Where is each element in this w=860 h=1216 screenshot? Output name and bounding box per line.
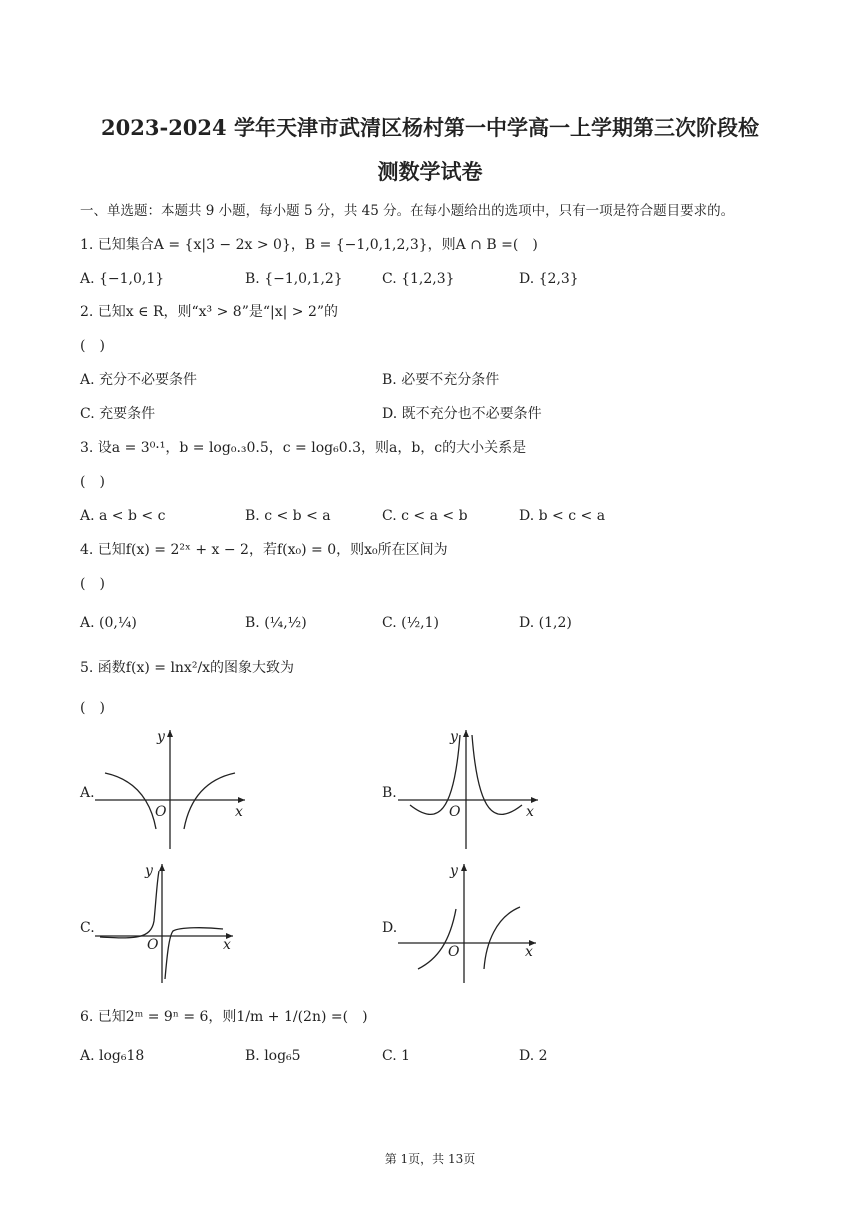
question-2-paren: ( ) <box>80 338 105 354</box>
question-5-option-d: D. <box>382 920 398 936</box>
question-6-stem: 6. 已知2ᵐ = 9ⁿ = 6，则1/m + 1/(2n) =( ) <box>80 1009 368 1025</box>
question-3-option-c: C. c < a < b <box>382 508 468 524</box>
page-title-line2: 测数学试卷 <box>377 159 483 184</box>
question-5-option-b: B. <box>382 785 397 801</box>
question-4-option-b: B. (¼,½) <box>245 615 307 631</box>
question-5-option-c: C. <box>80 920 95 936</box>
question-3-option-d: D. b < c < a <box>519 508 606 524</box>
question-1-option-a: A. {−1,0,1} <box>80 271 165 287</box>
question-5-paren: ( ) <box>80 700 105 716</box>
question-5-option-a: A. <box>80 785 95 801</box>
question-4-option-a: A. (0,¼) <box>80 615 137 631</box>
question-6-option-d: D. 2 <box>519 1048 548 1064</box>
graph-a-x-label: x <box>235 804 243 820</box>
graph-a-y-label: y <box>157 729 165 745</box>
graph-b-y-label: y <box>450 729 458 745</box>
graph-d-x-label: x <box>525 944 533 960</box>
question-4-paren: ( ) <box>80 576 105 592</box>
question-1-option-c: C. {1,2,3} <box>382 271 455 287</box>
graph-d-y-label: y <box>450 863 458 879</box>
graph-c-y-label: y <box>145 863 153 879</box>
graph-d-origin: O <box>448 944 460 960</box>
question-3-paren: ( ) <box>80 474 105 490</box>
section-heading: 一、单选题：本题共 9 小题，每小题 5 分，共 45 分。在每小题给出的选项中，只有一项是符合题目要求的。 <box>80 203 735 219</box>
question-2-option-c: C. 充要条件 <box>80 406 156 422</box>
question-2-option-d: D. 既不充分也不必要条件 <box>382 406 542 422</box>
question-3-option-a: A. a < b < c <box>80 508 166 524</box>
question-4-option-c: C. (½,1) <box>382 615 439 631</box>
question-6-option-b: B. log₆5 <box>245 1048 301 1064</box>
graph-c <box>95 861 245 986</box>
graph-d <box>398 861 548 986</box>
question-3-option-b: B. c < b < a <box>245 508 331 524</box>
question-3-stem: 3. 设a = 3⁰·¹，b = log₀.₃0.5，c = log₆0.3，则a，b，c的大小关系是 <box>80 440 527 456</box>
graph-b-x-label: x <box>526 804 534 820</box>
question-6-option-a: A. log₆18 <box>80 1048 145 1064</box>
graph-a-origin: O <box>155 804 167 820</box>
question-6-option-c: C. 1 <box>382 1048 411 1064</box>
question-5-stem: 5. 函数f(x) = lnx²/x的图象大致为 <box>80 660 295 676</box>
question-1-option-d: D. {2,3} <box>519 271 579 287</box>
graph-c-origin: O <box>147 937 159 953</box>
graph-a <box>95 727 255 852</box>
question-1-option-b: B. {−1,0,1,2} <box>245 271 343 287</box>
question-4-stem: 4. 已知f(x) = 2²ˣ + x − 2，若f(x₀) = 0，则x₀所在区间为 <box>80 542 448 558</box>
question-1-stem: 1. 已知集合A = {x|3 − 2x > 0}，B = {−1,0,1,2,3}，则A ∩ B =( ) <box>80 237 538 253</box>
page-footer: 第 1页，共 13页 <box>384 1152 476 1166</box>
question-4-option-d: D. (1,2) <box>519 615 572 631</box>
graph-b <box>398 727 548 852</box>
page-title: 2023-2024 学年天津市武清区杨村第一中学高一上学期第三次阶段检 <box>101 115 759 140</box>
graph-c-x-label: x <box>223 937 231 953</box>
question-2-stem: 2. 已知x ∈ R，则“x³ > 8”是“|x| > 2”的 <box>80 304 339 320</box>
graph-b-origin: O <box>449 804 461 820</box>
question-2-option-a: A. 充分不必要条件 <box>80 372 198 388</box>
question-2-option-b: B. 必要不充分条件 <box>382 372 500 388</box>
